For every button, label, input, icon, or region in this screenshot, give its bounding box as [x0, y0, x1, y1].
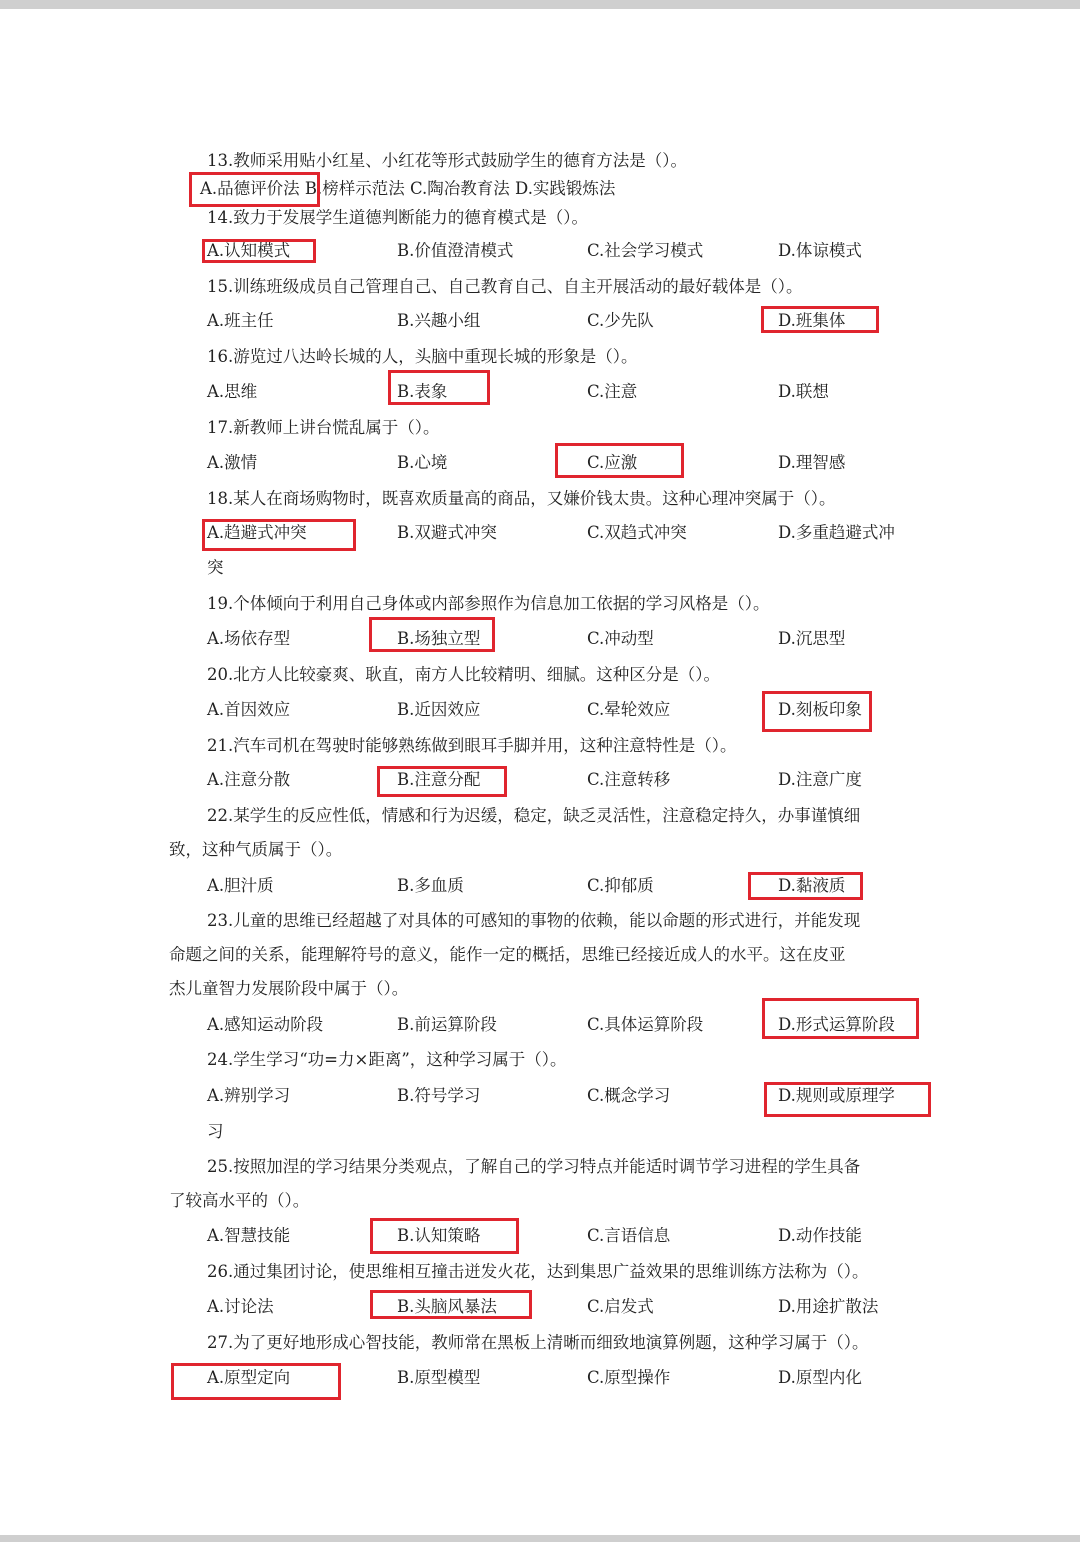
- question-stem: 17.新教师上讲台慌乱属于（）。: [207, 418, 440, 437]
- question-stem: 24.学生学习“功=力×距离”，这种学习属于（）。: [207, 1050, 567, 1069]
- option-b: B.符号学习: [397, 1086, 481, 1105]
- option-d: D.原型内化: [778, 1368, 862, 1387]
- answer-highlight-box: [555, 443, 684, 478]
- option-d: D.多重趋避式冲: [778, 523, 895, 542]
- option-a: A.趋避式冲突: [207, 523, 307, 542]
- option-a: A.胆汁质: [207, 876, 274, 895]
- option-d: D.注意广度: [778, 770, 862, 789]
- option-b: B.近因效应: [397, 700, 481, 719]
- option-d: D.理智感: [778, 453, 846, 472]
- option-c: C.冲动型: [587, 629, 654, 648]
- question-stem: 23.儿童的思维已经超越了对具体的可感知的事物的依赖，能以命题的形式进行，并能发现: [207, 911, 861, 930]
- option-a: A.激情: [207, 453, 258, 472]
- answer-highlight-box: [388, 370, 490, 405]
- option-d: D.体谅模式: [778, 241, 862, 260]
- answer-highlight-box: [369, 617, 495, 652]
- option-b: B.表象: [397, 382, 448, 401]
- option-b: B.前运算阶段: [397, 1015, 497, 1034]
- option-b: B.认知策略: [397, 1226, 481, 1245]
- answer-highlight-box: [370, 1218, 519, 1254]
- question-stem: 16.游览过八达岭长城的人，头脑中重现长城的形象是（）。: [207, 347, 638, 366]
- question-stem: 19.个体倾向于利用自己身体或内部参照作为信息加工依据的学习风格是（）。: [207, 594, 770, 613]
- option-b: B.场独立型: [397, 629, 481, 648]
- option-a: A.感知运动阶段: [207, 1015, 324, 1034]
- option-c: C.应激: [587, 453, 638, 472]
- option-c: C.少先队: [587, 311, 654, 330]
- question-stem: 27.为了更好地形成心智技能，教师常在黑板上清晰而细致地演算例题，这种学习属于（）。: [207, 1333, 869, 1352]
- option-c: C.概念学习: [587, 1086, 671, 1105]
- options-line: A.品德评价法 B.榜样示范法 C.陶冶教育法 D.实践锻炼法: [200, 179, 616, 198]
- question-stem: 18.某人在商场购物时，既喜欢质量高的商品，又嫌价钱太贵。这种心理冲突属于（）。: [207, 489, 836, 508]
- question-stem: 25.按照加涅的学习结果分类观点，了解自己的学习特点并能适时调节学习进程的学生具备: [207, 1157, 861, 1176]
- question-stem: 15.训练班级成员自己管理自己、自己教育自己、自主开展活动的最好载体是（）。: [207, 277, 803, 296]
- question-stem: 13.教师采用贴小红星、小红花等形式鼓励学生的德育方法是（）。: [207, 151, 687, 170]
- option-a: A.班主任: [207, 311, 274, 330]
- option-a: A.智慧技能: [207, 1226, 291, 1245]
- option-a: A.原型定向: [207, 1368, 291, 1387]
- question-stem-cont: 了较高水平的（）。: [169, 1191, 310, 1210]
- option-d: D.联想: [778, 382, 829, 401]
- option-b: B.原型模型: [397, 1368, 481, 1387]
- answer-highlight-box: [202, 239, 316, 263]
- viewer-top-edge: [0, 0, 1080, 9]
- option-c: C.注意转移: [587, 770, 671, 789]
- option-b: B.价值澄清模式: [397, 241, 514, 260]
- option-d: D.用途扩散法: [778, 1297, 879, 1316]
- option-c: C.社会学习模式: [587, 241, 704, 260]
- option-c: C.具体运算阶段: [587, 1015, 704, 1034]
- question-stem: 21.汽车司机在驾驶时能够熟练做到眼耳手脚并用，这种注意特性是（）。: [207, 736, 737, 755]
- option-c: C.晕轮效应: [587, 700, 671, 719]
- option-d: D.班集体: [778, 311, 846, 330]
- option-a: A.认知模式: [207, 241, 291, 260]
- option-a: A.注意分散: [207, 770, 291, 789]
- question-stem: 14.致力于发展学生道德判断能力的德育模式是（）。: [207, 208, 588, 227]
- answer-highlight-box: [762, 691, 872, 732]
- answer-highlight-box: [761, 306, 879, 333]
- answer-highlight-box: [764, 1082, 931, 1117]
- option-c: C.双趋式冲突: [587, 523, 687, 542]
- option-c: C.抑郁质: [587, 876, 654, 895]
- option-d: D.动作技能: [778, 1226, 862, 1245]
- option-d: D.规则或原理学: [778, 1086, 895, 1105]
- answer-highlight-box: [762, 998, 919, 1039]
- option-a: A.讨论法: [207, 1297, 274, 1316]
- option-c: C.原型操作: [587, 1368, 671, 1387]
- answer-highlight-box: [171, 1363, 341, 1400]
- answer-highlight-box: [748, 872, 863, 900]
- question-stem-cont: 命题之间的关系，能理解符号的意义，能作一定的概括，思维已经接近成人的水平。这在皮亚: [169, 945, 846, 964]
- option-b: B.注意分配: [397, 770, 481, 789]
- question-stem-cont: 致，这种气质属于（）。: [169, 840, 343, 859]
- question-stem: 26.通过集团讨论，使思维相互撞击迸发火花，达到集思广益效果的思维训练方法称为（）。: [207, 1262, 869, 1281]
- option-d: D.沉思型: [778, 629, 846, 648]
- question-stem: 22.某学生的反应性低，情感和行为迟缓，稳定，缺乏灵活性，注意稳定持久，办事谨慎细: [207, 806, 861, 825]
- option-c: C.启发式: [587, 1297, 654, 1316]
- option-a: A.思维: [207, 382, 258, 401]
- viewer-bottom-edge: [0, 1535, 1080, 1542]
- answer-highlight-box: [377, 766, 507, 797]
- option-a: A.首因效应: [207, 700, 291, 719]
- option-b: B.兴趣小组: [397, 311, 481, 330]
- option-d-wrap: 突: [207, 558, 224, 577]
- option-c: C.注意: [587, 382, 638, 401]
- question-stem: 20.北方人比较豪爽、耿直，南方人比较精明、细腻。这种区分是（）。: [207, 665, 720, 684]
- option-a: A.场依存型: [207, 629, 291, 648]
- option-b: B.多血质: [397, 876, 464, 895]
- option-d: D.形式运算阶段: [778, 1015, 895, 1034]
- option-d: D.刻板印象: [778, 700, 862, 719]
- option-b: B.心境: [397, 453, 448, 472]
- option-b: B.头脑风暴法: [397, 1297, 497, 1316]
- question-stem-cont: 杰儿童智力发展阶段中属于（）。: [169, 979, 409, 998]
- answer-highlight-box: [370, 1290, 532, 1319]
- option-b: B.双避式冲突: [397, 523, 497, 542]
- option-d: D.黏液质: [778, 876, 846, 895]
- answer-highlight-box: [202, 519, 356, 551]
- option-a: A.辨别学习: [207, 1086, 291, 1105]
- answer-highlight-box: [189, 172, 320, 207]
- option-c: C.言语信息: [587, 1226, 671, 1245]
- option-d-wrap: 习: [207, 1122, 224, 1141]
